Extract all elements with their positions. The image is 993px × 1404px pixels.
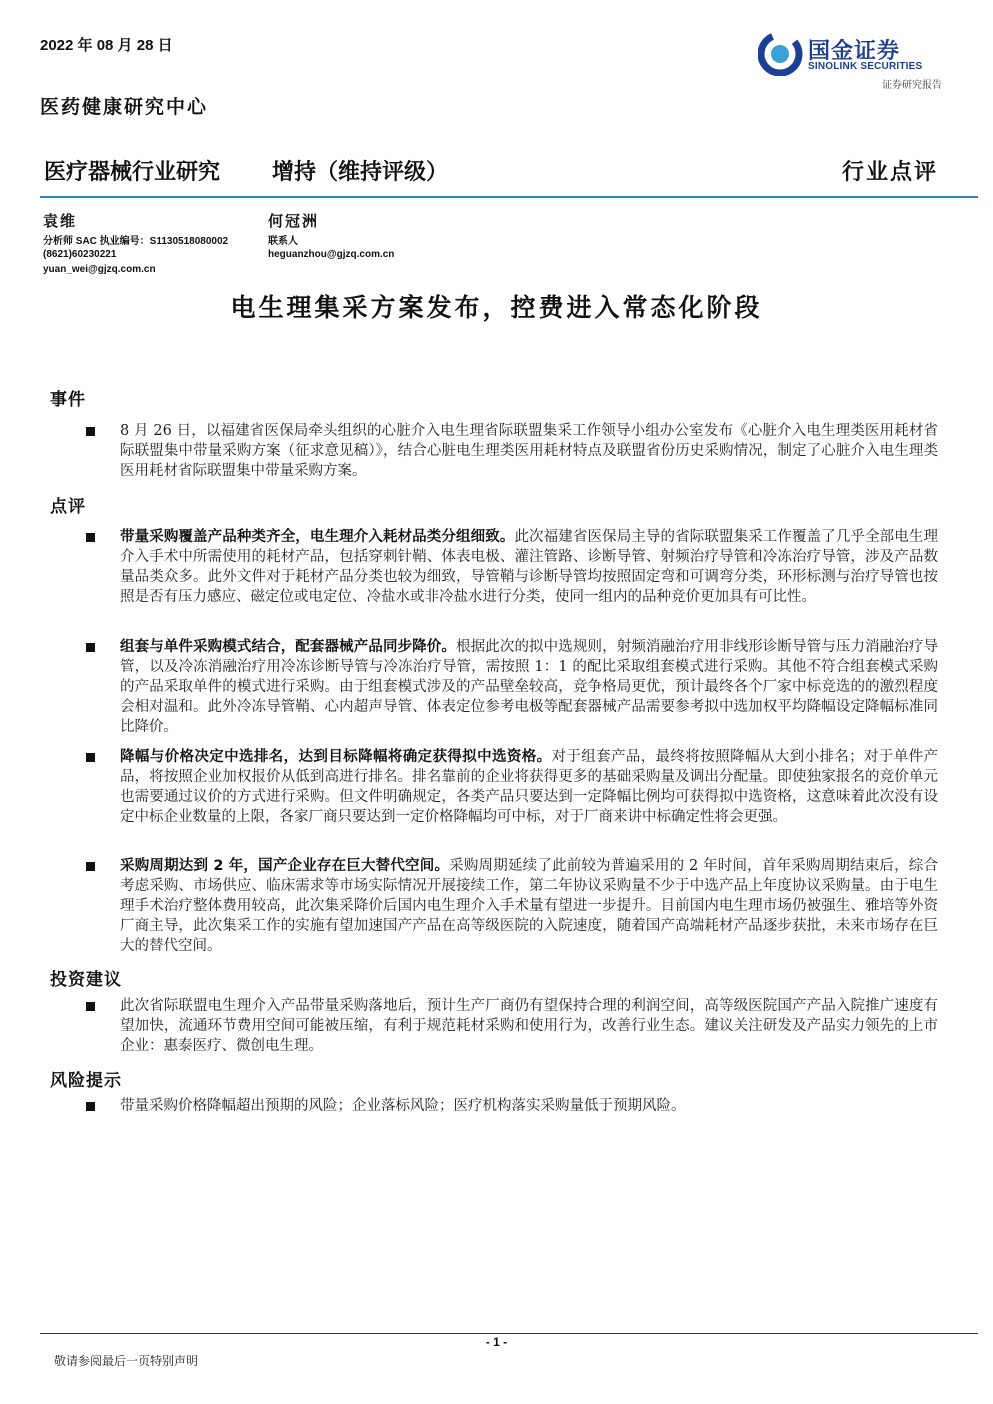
list-item xyxy=(82,996,942,1056)
bullet-square-icon xyxy=(86,533,95,542)
bullet-text: 此次省际联盟电生理介入产品带量采购落地后，预计生产厂商仍有望保持合理的利润空间，高等级医院国产产品入院推广速度有望加快，流通环节费用空间可能被压缩，有利于规范耗材采购和使用行为，改善行业生态。建议关注研发及产品实力领先的上市企业：惠泰医疗、微创电生理。 xyxy=(120,998,938,1054)
list-item xyxy=(82,747,942,827)
bullet-text: 对于组套产品，最终将按照降幅从大到小排名；对于单件产品，将按照企业加权报价从低到高进行排名。排名靠前的企业将获得更多的基础采购量及调出分配量。即使独家报名的竞价单元也需要通过议价的方式进行采购。但文件明确规定，各类产品只要达到一定降幅比例均可获得拟中选资格，这意味着此次没有设定中标企业数量的上限，各家厂商只要达到一定价格降幅均可中标，对于厂商来讲中标确定性将会更强。 xyxy=(120,749,939,825)
bullet-paragraph xyxy=(120,747,938,827)
bullet-square-icon xyxy=(86,643,95,652)
author-name: 袁维 xyxy=(43,212,78,230)
bullet-text: 8 月 26 日，以福建省医保局牵头组织的心脏介入电生理省际联盟集采工作领导小组办公室发布《心脏介入电生理类医用耗材省际联盟集中带量采购方案（征求意见稿）》，结合心脏电生理类医用耗材特点及联盟省份历史采购情况，制定了心脏介入电生理类医用耗材省际联盟集中带量采购方案。 xyxy=(120,423,938,479)
header-divider xyxy=(40,196,978,198)
author-block xyxy=(43,210,228,276)
bullet-square-icon xyxy=(86,753,95,762)
bullet-square-icon xyxy=(86,862,95,871)
author-email: yuan_wei@gjzq.com.cn xyxy=(43,264,156,275)
bullet-text: 此次福建省医保局主导的省际联盟集采工作覆盖了几乎全部电生理介入手术中所需使用的耗材产品，包括穿刺针鞘、体表电极、灌注管路、诊断导管、射频治疗导管和冷冻治疗导管，涉及产品数量品类众多。此外文件对于耗材产品分类也较为细致，导管鞘与诊断导管均按照固定弯和可调弯分类，环形标测与治疗导管也按照是否有压力感应、磁定位或电定位、冷盐水或非冷盐水进行分类，使同一组内的品种竞价更加具有可比性。 xyxy=(120,529,939,605)
contact-name: 何冠洲 xyxy=(268,212,320,230)
report-type: 行业点评 xyxy=(841,159,938,185)
company-logo xyxy=(758,30,948,90)
bullet-square-icon xyxy=(86,1102,95,1111)
section-title-comment: 点评 xyxy=(50,497,86,517)
bullet-lead: 组套与单件采购模式结合，配套器械产品同步降价。 xyxy=(120,639,457,655)
bullet-paragraph xyxy=(120,856,938,956)
bullet-text: 带量采购价格降幅超出预期的风险；企业落标风险；医疗机构落实采购量低于预期风险。 xyxy=(120,1098,686,1114)
bullet-lead: 采购周期达到 2 年，国产企业存在巨大替代空间。 xyxy=(120,858,450,874)
logo-subtitle: 证券研究报告 xyxy=(882,80,942,91)
contact-block xyxy=(268,210,394,261)
report-date: 2022 年 08 月 28 日 xyxy=(40,37,173,54)
report-headline: 电生理集采方案发布，控费进入常态化阶段 xyxy=(230,293,763,322)
author-phone: (8621)60230221 xyxy=(43,249,117,260)
bullet-text: 根据此次的拟中选规则，射频消融治疗用非线形诊断导管与压力消融治疗导管，以及冷冻消融治疗用冷冻诊断导管与冷冻治疗导管，需按照 1：1 的配比采取组套模式进行采购。其他不符合组套模式采购的产品采取单件的模式进行采购。由于组套模式涉及的产品壁垒较高，竞争格局更优，预计最终各个厂家中标竞选的的激烈程度会相对温和。此外冷冻导管鞘、心内超声导管、体表定位参考电极等配套器械产品需要参考拟中选加权平均降幅设定降幅标准同比降价。 xyxy=(120,639,939,735)
logo-chinese-name: 国金证券 xyxy=(808,39,901,64)
bullet-lead: 带量采购覆盖产品种类齐全，电生理介入耗材品类分组细致。 xyxy=(120,529,515,545)
list-item xyxy=(82,1096,942,1116)
list-item xyxy=(82,527,942,607)
research-center-name: 医药健康研究中心 xyxy=(40,96,209,118)
bullet-text: 采购周期延续了此前较为普遍采用的 2 年时间，首年采购周期结束后，综合考虑采购、市场供应、临床需求等市场实际情况开展接续工作，第二年协议采购量不少于中选产品上年度协议采购量。由于电生理手术治疗整体费用较高，此次集采降价后国内电生理介入手术量有望进一步提升。目前国内电生理市场仍被强生、雅培等外资厂商主导，此次集采工作的实施有望加速国产产品在高等级医院的入院速度，随着国产高端耗材产品逐步获批，未来市场存在巨大的替代空间。 xyxy=(120,858,938,954)
bullet-square-icon xyxy=(86,427,95,436)
title-row xyxy=(44,155,944,189)
bullet-square-icon xyxy=(86,1002,95,1011)
bullet-paragraph xyxy=(120,637,938,737)
logo-english-name: SINOLINK SECURITIES xyxy=(808,61,923,72)
footer-disclaimer: 敬请参阅最后一页特别声明 xyxy=(54,1354,199,1368)
list-item xyxy=(82,856,942,956)
contact-email: heguanzhou@gjzq.com.cn xyxy=(268,249,395,260)
list-item xyxy=(82,421,942,481)
section-title-event: 事件 xyxy=(50,390,86,410)
bullet-lead: 降幅与价格决定中选排名，达到目标降幅将确定获得拟中选资格。 xyxy=(120,749,552,765)
list-item xyxy=(82,637,942,737)
section-title-risk: 风险提示 xyxy=(50,1071,122,1091)
bullet-paragraph xyxy=(120,527,938,607)
footer-divider xyxy=(40,1333,978,1334)
contact-role: 联系人 xyxy=(268,236,298,247)
rating-label: 增持（维持评级） xyxy=(272,160,449,185)
author-sac-number: 分析师 SAC 执业编号：S1130518080002 xyxy=(43,236,229,247)
page-number: - 1 - xyxy=(485,1335,508,1349)
industry-title: 医疗器械行业研究 xyxy=(44,160,221,185)
sinolink-logo-icon xyxy=(758,32,804,76)
section-title-advice: 投资建议 xyxy=(50,970,122,990)
